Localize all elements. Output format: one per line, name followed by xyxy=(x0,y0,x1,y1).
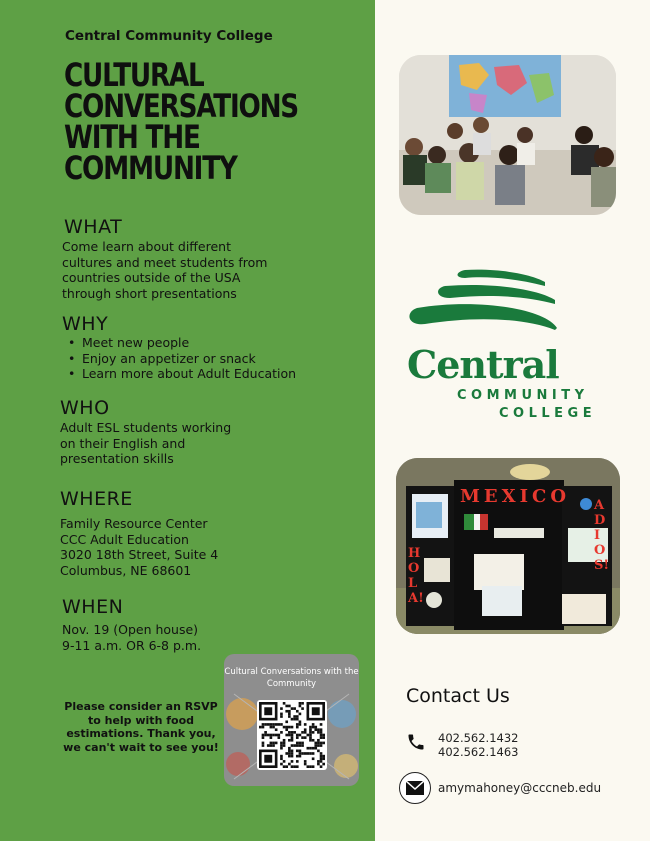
ccc-logo xyxy=(405,268,615,428)
event-title xyxy=(64,56,298,187)
where-address xyxy=(60,516,218,578)
classroom-photo xyxy=(399,55,616,215)
rsvp-line: Please consider an RSVP xyxy=(64,700,218,713)
who-description xyxy=(60,420,231,467)
address-line: 3020 18th Street, Suite 4 xyxy=(60,547,219,562)
why-list xyxy=(62,335,296,382)
what-heading: WHAT xyxy=(64,216,123,238)
why-heading: WHY xyxy=(62,313,109,335)
what-line: Come learn about different xyxy=(62,239,231,254)
qr-title-line: Cultural Conversations with the xyxy=(224,667,359,677)
when-line: 9-11 a.m. OR 6-8 p.m. xyxy=(62,637,202,653)
list-item: • Learn more about Adult Education xyxy=(62,366,296,382)
logo-wordmark: Central xyxy=(407,342,559,387)
list-item: • Meet new people xyxy=(62,335,296,351)
who-line: Adult ESL students working xyxy=(60,420,232,435)
mexico-board-photo xyxy=(396,458,620,634)
rsvp-line: to help with food xyxy=(87,713,195,727)
qr-code[interactable] xyxy=(257,700,327,770)
title-line: CONVERSATIONS xyxy=(64,87,298,125)
logo-community: COMMUNITY xyxy=(457,388,589,403)
who-line: presentation skills xyxy=(60,451,174,466)
rsvp-line: estimations. Thank you, xyxy=(66,727,216,740)
mexico-board-art xyxy=(396,458,620,634)
logo-college: COLLEGE xyxy=(499,406,597,421)
rsvp-note xyxy=(62,700,220,754)
title-line: CULTURAL xyxy=(64,56,204,94)
title-line: WITH THE xyxy=(64,118,200,156)
what-line: through short presentations xyxy=(62,285,237,301)
email-address[interactable]: amymahoney@cccneb.edu xyxy=(438,781,602,795)
contact-heading: Contact Us xyxy=(406,685,510,707)
board-title: MEXICO xyxy=(460,486,571,507)
board-hola: HOLA! xyxy=(408,546,424,606)
phone-number[interactable]: 402.562.1432 xyxy=(438,731,519,745)
qr-title-line: Community xyxy=(266,679,317,689)
rsvp-line: we can't wait to see you! xyxy=(63,740,219,754)
qr-card-title xyxy=(224,666,359,690)
what-line: cultures and meet students from xyxy=(62,254,268,270)
who-line: on their English and xyxy=(60,435,186,451)
where-heading: WHERE xyxy=(60,488,133,510)
phone-icon xyxy=(406,732,426,752)
email-icon xyxy=(399,772,431,804)
list-item: • Enjoy an appetizer or snack xyxy=(62,351,296,367)
address-line: CCC Adult Education xyxy=(60,531,189,547)
qr-code-pattern xyxy=(257,700,327,770)
address-line: Columbus, NE 68601 xyxy=(60,562,192,578)
address-line: Family Resource Center xyxy=(60,516,208,531)
phone-number[interactable]: 402.562.1463 xyxy=(438,745,519,759)
when-heading: WHEN xyxy=(62,596,124,618)
what-line: countries outside of the USA xyxy=(62,270,241,285)
when-times xyxy=(62,622,201,653)
what-description xyxy=(62,239,267,301)
classroom-photo-art xyxy=(399,55,616,215)
when-line: Nov. 19 (Open house) xyxy=(62,622,199,637)
title-line: COMMUNITY xyxy=(64,149,237,187)
board-adios: ADIOS! xyxy=(594,498,610,573)
who-heading: WHO xyxy=(60,397,110,419)
rsvp-qr-card[interactable] xyxy=(224,654,359,786)
college-name-header: Central Community College xyxy=(65,28,273,44)
phone-numbers xyxy=(438,731,518,759)
